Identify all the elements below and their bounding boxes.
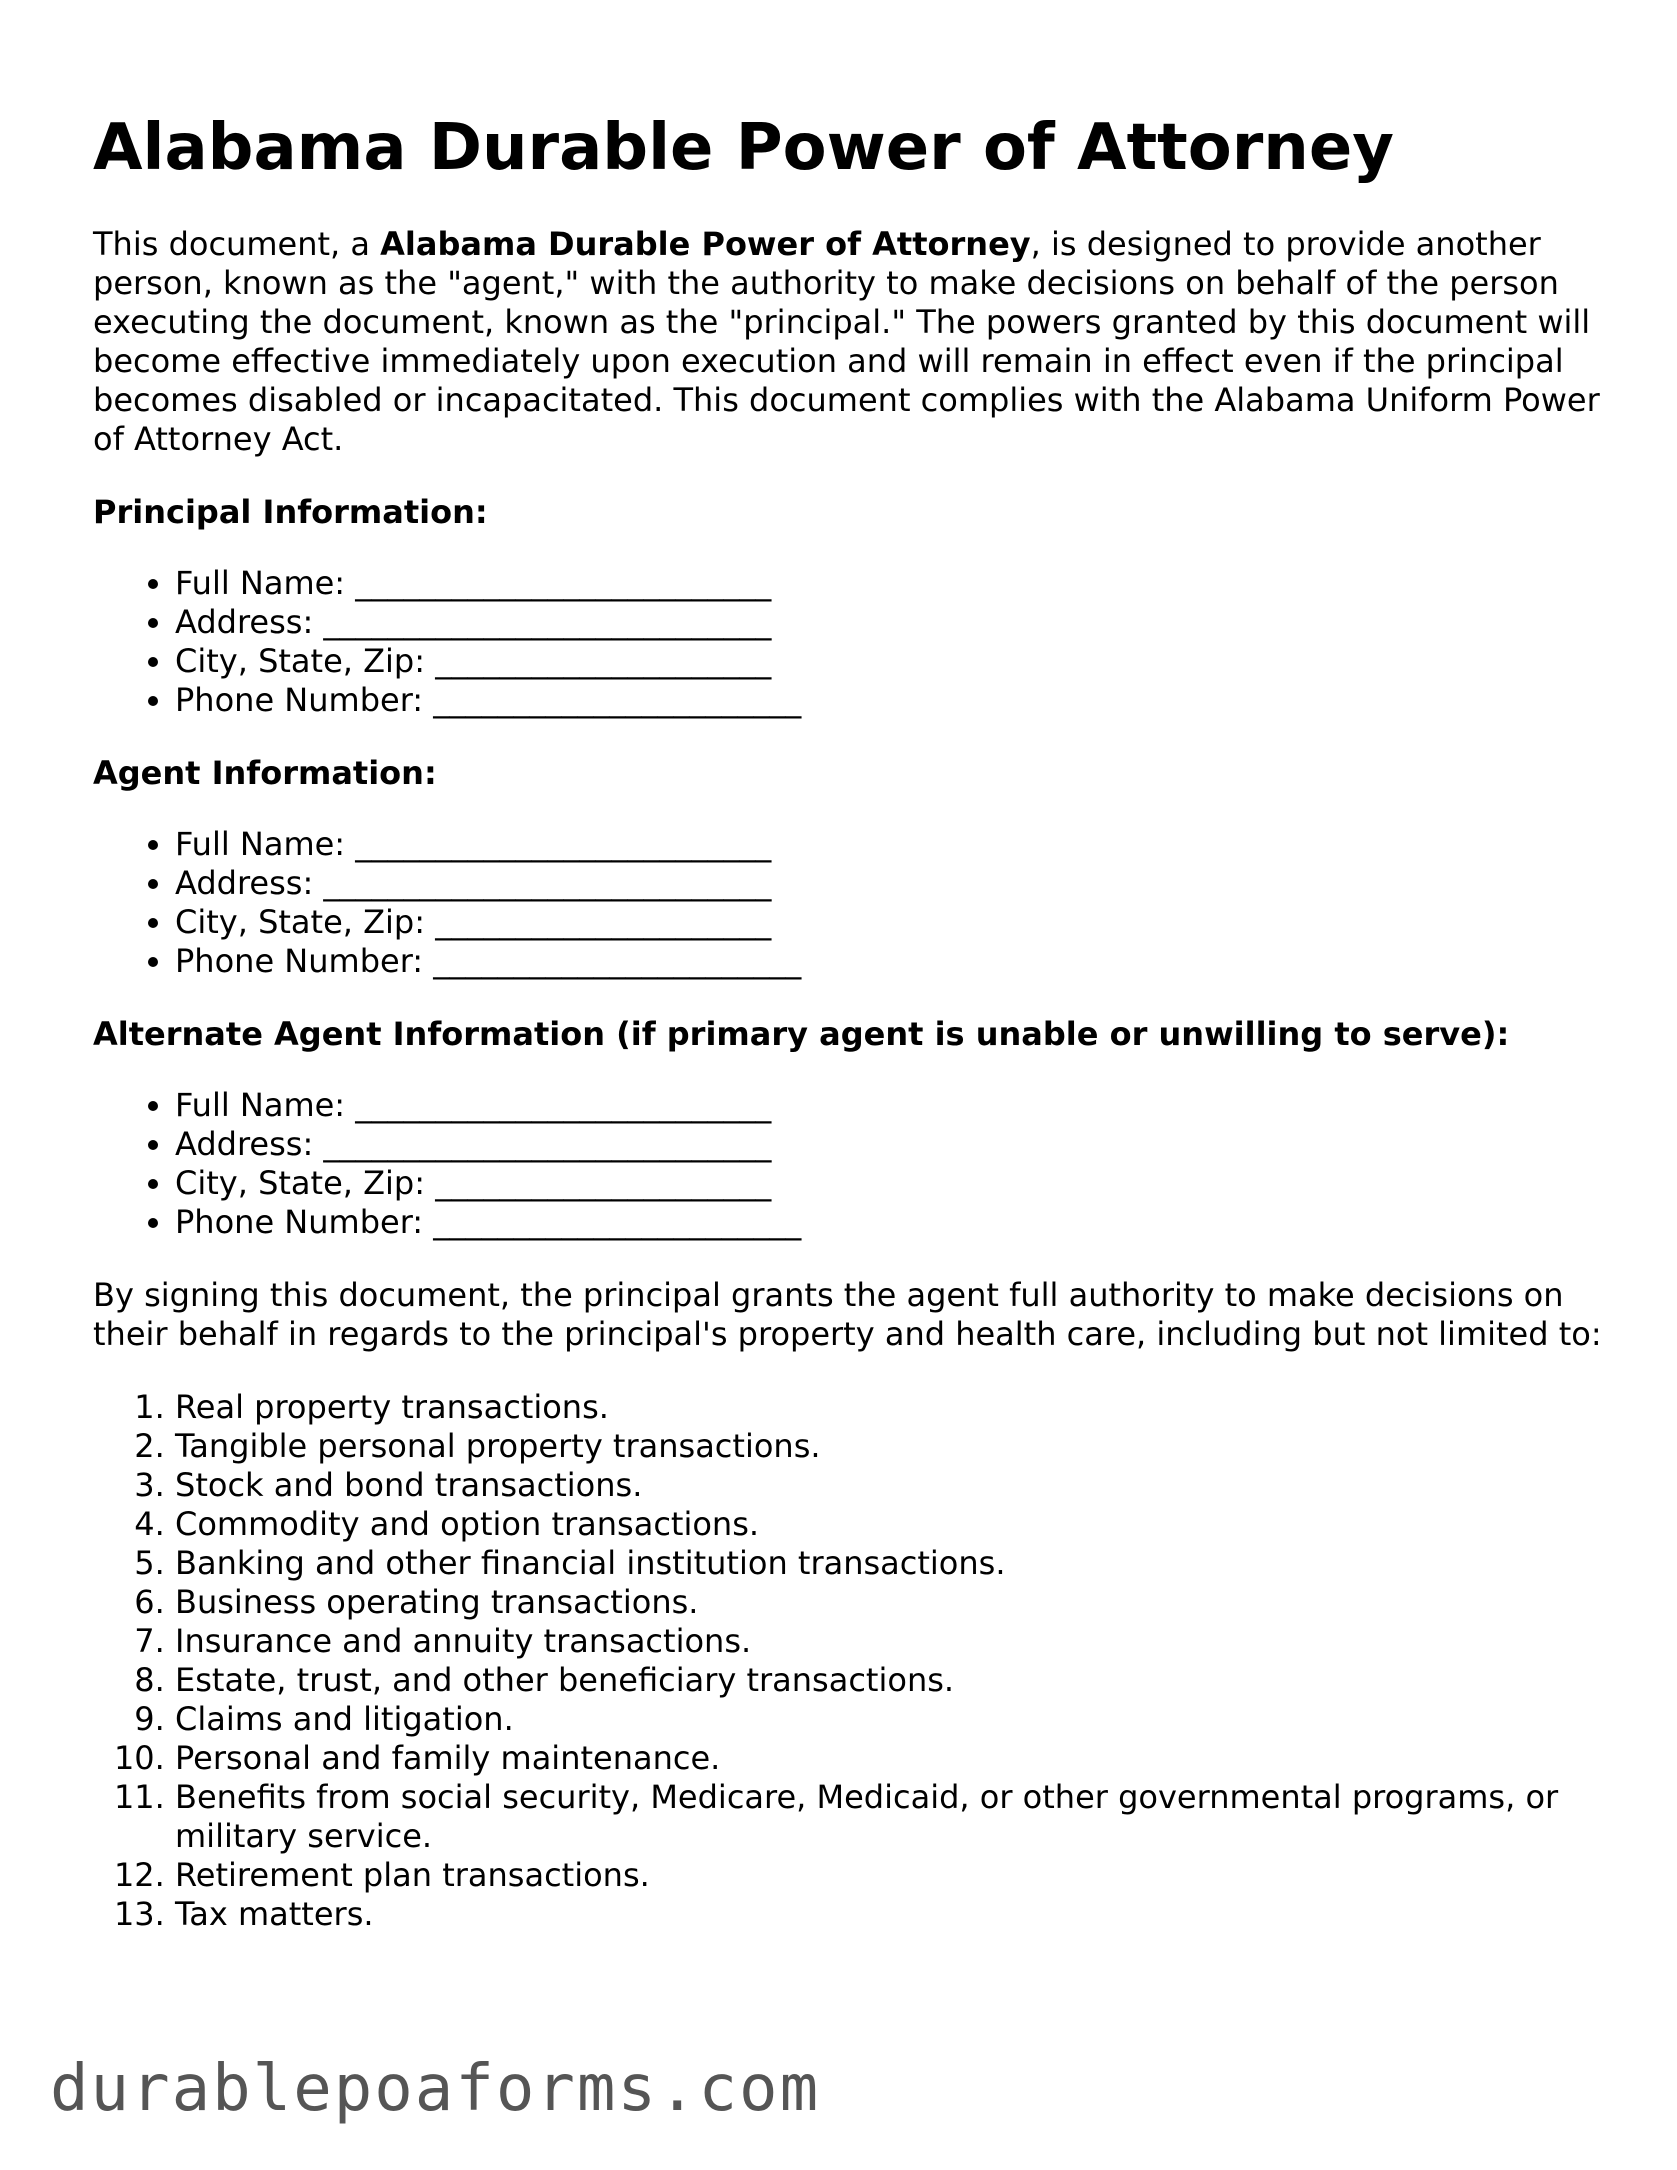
agent-city-state-zip-field: • City, State, Zip: _____________________ bbox=[175, 903, 1603, 942]
powers-list bbox=[93, 1388, 1603, 1934]
power-item: 6. Business operating transactions. bbox=[175, 1583, 1603, 1622]
document-page bbox=[93, 110, 1603, 1968]
intro-suffix: , is designed to provide another person, known as the "agent," with the authority to make decisions on behalf of the person executing the document, known as the "principal." The powers granted by this document will become effective immediately upon execution and will remain in effect even if the principal becomes disabled or incapacitated. This document complies with the Alabama Uniform Power of Attorney Act. bbox=[93, 224, 1600, 458]
power-item: 4. Commodity and option transactions. bbox=[175, 1505, 1603, 1544]
power-item: 10. Personal and family maintenance. bbox=[175, 1739, 1603, 1778]
alternate-agent-heading: Alternate Agent Information (if primary agent is unable or unwilling to serve): bbox=[93, 1014, 1510, 1053]
power-item: 2. Tangible personal property transactions. bbox=[175, 1427, 1603, 1466]
power-item: 5. Banking and other financial institution transactions. bbox=[175, 1544, 1603, 1583]
power-item: 11. Benefits from social security, Medicare, Medicaid, or other governmental programs, or military service. bbox=[175, 1778, 1603, 1856]
power-item: 8. Estate, trust, and other beneficiary transactions. bbox=[175, 1661, 1603, 1700]
power-item: 9. Claims and litigation. bbox=[175, 1700, 1603, 1739]
principal-phone-field: • Phone Number: _______________________ bbox=[175, 681, 1603, 720]
principal-full-name-field: • Full Name: __________________________ bbox=[175, 564, 1603, 603]
alternate-address-field: • Address: ____________________________ bbox=[175, 1125, 1603, 1164]
principal-fields bbox=[93, 564, 1603, 720]
principal-city-state-zip-field: • City, State, Zip: _____________________ bbox=[175, 642, 1603, 681]
power-item: 3. Stock and bond transactions. bbox=[175, 1466, 1603, 1505]
intro-bold-title: Alabama Durable Power of Attorney bbox=[380, 224, 1031, 263]
watermark-text: durablepoaforms.com bbox=[50, 2052, 821, 2126]
alternate-city-state-zip-field: • City, State, Zip: _____________________ bbox=[175, 1164, 1603, 1203]
intro-prefix: This document, a bbox=[93, 224, 381, 263]
principal-heading: Principal Information: bbox=[93, 492, 488, 531]
document-title: Alabama Durable Power of Attorney bbox=[93, 111, 1394, 185]
agent-full-name-field: • Full Name: __________________________ bbox=[175, 825, 1603, 864]
agent-fields bbox=[93, 825, 1603, 981]
agent-address-field: • Address: ____________________________ bbox=[175, 864, 1603, 903]
alternate-full-name-field: • Full Name: __________________________ bbox=[175, 1086, 1603, 1125]
agent-phone-field: • Phone Number: _______________________ bbox=[175, 942, 1603, 981]
power-item: 13. Tax matters. bbox=[175, 1895, 1603, 1934]
agent-heading: Agent Information: bbox=[93, 753, 437, 792]
alternate-phone-field: • Phone Number: _______________________ bbox=[175, 1203, 1603, 1242]
principal-address-field: • Address: ____________________________ bbox=[175, 603, 1603, 642]
alternate-agent-fields bbox=[93, 1086, 1603, 1242]
power-item: 12. Retirement plan transactions. bbox=[175, 1856, 1603, 1895]
power-item: 1. Real property transactions. bbox=[175, 1388, 1603, 1427]
power-item: 7. Insurance and annuity transactions. bbox=[175, 1622, 1603, 1661]
authority-paragraph: By signing this document, the principal grants the agent full authority to make decisions on their behalf in regards to the principal's property and health care, including but not limited to: bbox=[93, 1275, 1602, 1353]
intro-paragraph bbox=[93, 225, 1603, 459]
